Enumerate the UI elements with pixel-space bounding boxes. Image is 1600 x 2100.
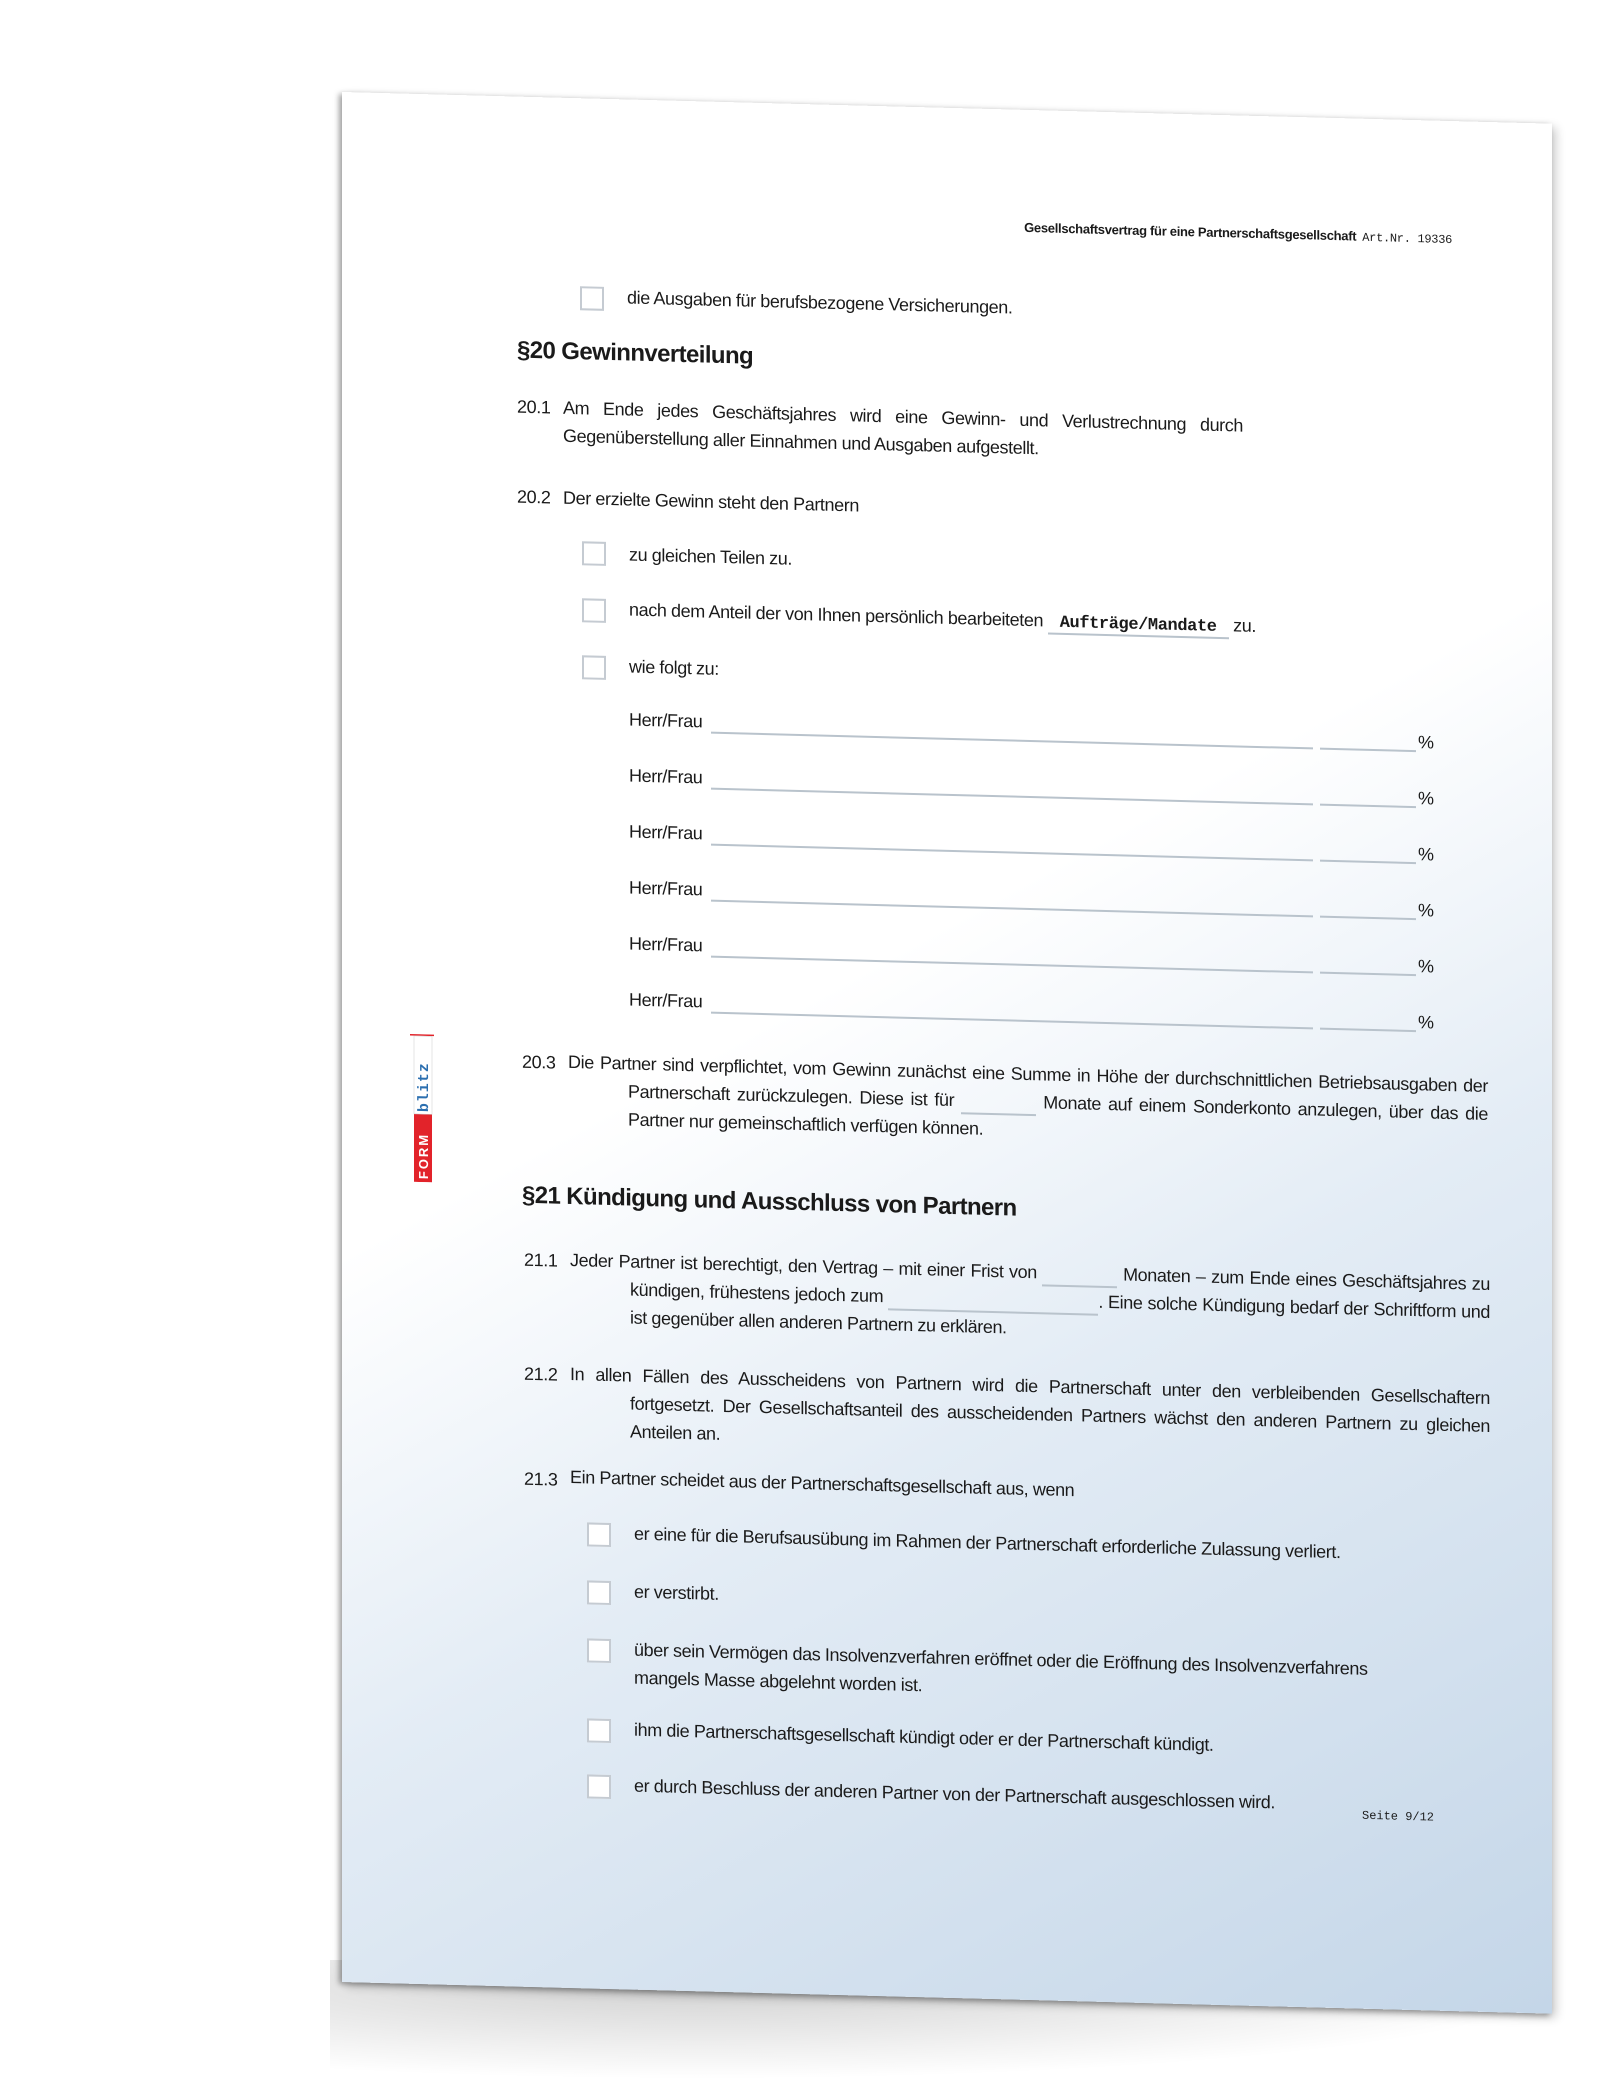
partner-name-field[interactable] [711,788,1313,806]
section-heading-20: §20 Gewinnverteilung [517,336,754,370]
clause-20-2: Der erzielte Gewinn steht den Partnern [563,487,859,516]
condition-label: er durch Beschluss der anderen Partner von der Partnerschaft ausgeschlossen wird. [634,1775,1275,1813]
clause-20-3: Die Partner sind verpflichtet, vom Gewinn zunächst eine Summe in Höhe der durchschnittlichen Betriebsausgaben der Partnerschaft zurückzulegen. Diese ist für Monate auf einem Sonderkonto anzulegen, über das die Partner nur gemeinschaftlich verfügen können. [568,1051,1488,1139]
checkbox[interactable] [587,1718,611,1743]
partner-name-field[interactable] [711,956,1313,974]
checkbox[interactable] [587,1774,611,1799]
clause-21-1: Jeder Partner ist berechtigt, den Vertrag – mit einer Frist von Monaten – zum Ende eines Geschäftsjahres zu kündigen, frühestens jedoch zum . Eine solche Kündigung bedarf der Schriftform und ist gegenüber allen anderen Partnern zu erklären. [570,1249,1490,1338]
option-label: wie folgt zu: [629,656,719,679]
partner-label: Herr/Frau [629,709,703,732]
clause-number: 20.1 [517,396,551,418]
partner-percent-field[interactable] [1320,804,1416,809]
months-field[interactable] [961,1094,1036,1116]
checkbox[interactable] [580,286,604,311]
section-heading-21: §21 Kündigung und Ausschluss von Partnern [522,1181,1017,1222]
checkbox[interactable] [582,541,606,566]
partner-name-field[interactable] [711,732,1313,750]
partner-percent-field[interactable] [1320,860,1416,865]
partner-percent-field[interactable] [1320,972,1416,977]
partner-label: Herr/Frau [629,821,703,844]
document-page [342,92,1552,2014]
formblitz-logo [410,1034,434,1183]
checkbox[interactable] [582,655,606,680]
checkbox[interactable] [582,598,606,623]
partner-name-field[interactable] [711,844,1313,862]
checkbox[interactable] [587,1522,611,1547]
percent-sign: % [1418,788,1434,809]
partner-percent-field[interactable] [1320,916,1416,921]
partner-label: Herr/Frau [629,933,703,956]
percent-sign: % [1418,732,1434,753]
clause-number: 20.3 [522,1051,556,1073]
checkbox-label: die Ausgaben für berufsbezogene Versicherungen. [627,287,1013,318]
article-number: Art.Nr. 19336 [1362,230,1452,248]
percent-sign: % [1418,956,1434,977]
clause-21-2: In allen Fällen des Ausscheidens von Partnern wird die Partnerschaft unter den verbleibenden Gesellschaftern fortgesetzt. Der Gesellschaftsanteil des ausscheidenden Partners wächst den anderen Partnern zu gleichen Anteilen an. [570,1363,1490,1444]
checkbox[interactable] [587,1580,611,1605]
partner-name-field[interactable] [711,900,1313,918]
notice-period-field[interactable] [1042,1266,1117,1288]
svg-text:FORM: FORM [416,1132,431,1180]
clause-number: 21.1 [524,1249,558,1271]
percent-sign: % [1418,900,1434,921]
header-title: Gesellschaftsvertrag für eine Partnerschaftsgesellschaft [1024,219,1357,244]
clause-number: 21.2 [524,1363,558,1385]
condition-label: er eine für die Berufsausübung im Rahmen der Partnerschaft erforderliche Zulassung verliert. [634,1523,1341,1563]
partner-name-field[interactable] [711,1012,1313,1030]
partner-label: Herr/Frau [629,765,703,788]
percent-sign: % [1418,1012,1434,1033]
partner-label: Herr/Frau [629,877,703,900]
clause-number: 21.3 [524,1468,558,1490]
option-label: zu gleichen Teilen zu. [629,544,792,569]
clause-number: 20.2 [517,486,551,508]
option-label: nach dem Anteil der von Ihnen persönlich bearbeiteten Aufträge/Mandate zu. [629,600,1256,638]
percent-sign: % [1418,844,1434,865]
condition-label: über sein Vermögen das Insolvenzverfahren eröffnet oder die Eröffnung des Insolvenzverfahrens mangels Masse abgelehnt worden ist. [634,1639,1368,1696]
condition-label: ihm die Partnerschaftsgesellschaft kündigt oder er der Partnerschaft kündigt. [634,1719,1214,1755]
earliest-date-field[interactable] [888,1290,1098,1315]
page-number: Seite 9/12 [1362,1808,1435,1825]
partner-label: Herr/Frau [629,989,703,1012]
clause-20-1: Am Ende jedes Geschäftsjahres wird eine Gewinn- und Verlustrechnung durch Gegenüberstellung aller Einnahmen und Ausgaben aufgestellt. [563,397,1243,459]
clause-21-3: Ein Partner scheidet aus der Partnerschaftsgesellschaft aus, wenn [570,1466,1075,1501]
document-header [1024,220,1452,247]
partner-percent-field[interactable] [1320,748,1416,753]
fill-field[interactable]: Aufträge/Mandate [1048,613,1229,639]
svg-text:blitz: blitz [416,1061,433,1113]
condition-label: er verstirbt. [634,1581,719,1604]
partner-percent-field[interactable] [1320,1028,1416,1033]
checkbox[interactable] [587,1638,611,1663]
